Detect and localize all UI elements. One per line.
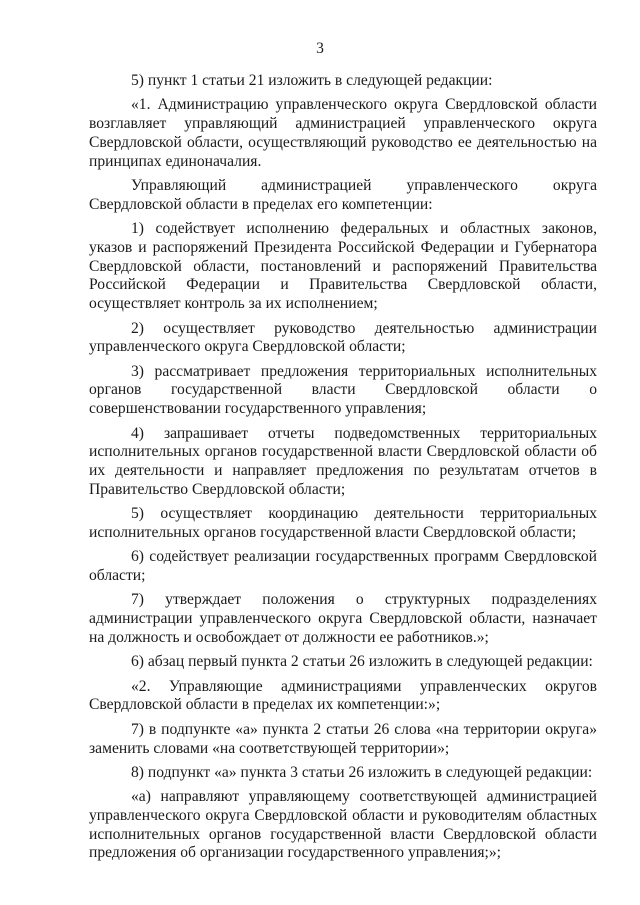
paragraph-article-21-point-1: «1. Администрацию управленческого округа Свердловской области возглавляет управляющий администрацией управленческого округа Свердловской области, осуществляющий руководство ее деятельностью на принципах единоначалия. — [89, 96, 597, 170]
paragraph-competence-4: 4) запрашивает отчеты подведомственных территориальных исполнительных органов государственной власти Свердловской области об их деятельности и направляет предложения по результатам отчетов в Правительство Свердловской области; — [89, 424, 597, 498]
document-body — [89, 72, 597, 869]
paragraph-amendment-8: 8) подпункт «а» пункта 3 статьи 26 изложить в следующей редакции: — [131, 763, 593, 781]
page-number: 3 — [316, 40, 324, 57]
paragraph-competence-7: 7) утверждает положения о структурных подразделениях администрации управленческого округа Свердловской области, назначает на должность и освобождает от должности ее работников.»; — [89, 591, 597, 647]
paragraph-article-26-subpoint-a: «а) направляют управляющему соответствующей администрацией управленческого округа Свердловской области и руководителям областных исполнительных органов государственной власти Свердловской области предложения об организации государственного управления;»; — [89, 788, 597, 862]
paragraph-competence-6: 6) содействует реализации государственных программ Свердловской области; — [89, 548, 597, 585]
paragraph-article-26-point-2: «2. Управляющие администрациями управленческих округов Свердловской области в пределах их компетенции:»; — [89, 677, 597, 714]
paragraph-competence-5: 5) осуществляет координацию деятельности территориальных исполнительных органов государственной власти Свердловской области; — [89, 505, 597, 542]
paragraph-amendment-6: 6) абзац первый пункта 2 статьи 26 изложить в следующей редакции: — [131, 653, 593, 671]
paragraph-competence-2: 2) осуществляет руководство деятельностью администрации управленческого округа Свердловской области; — [89, 319, 597, 356]
paragraph-competence-1: 1) содействует исполнению федеральных и областных законов, указов и распоряжений Президента Российской Федерации и Губернатора Свердловской области, постановлений и распоряжений Правительства Российской Федерации и Правительства Свердловской области, осуществляет контроль за их исполнением; — [89, 220, 597, 313]
paragraph-competence-3: 3) рассматривает предложения территориальных исполнительных органов государственной власти Свердловской области о совершенствовании государственного управления; — [89, 362, 597, 418]
paragraph-amendment-5: 5) пункт 1 статьи 21 изложить в следующей редакции: — [131, 72, 493, 89]
paragraph-amendment-7: 7) в подпункте «а» пункта 2 статьи 26 слова «на территории округа» заменить словами «на соответствующей территории»; — [89, 720, 597, 757]
paragraph-manager-competence-intro: Управляющий администрацией управленческого округа Свердловской области в пределах его компетенции: — [89, 176, 597, 213]
